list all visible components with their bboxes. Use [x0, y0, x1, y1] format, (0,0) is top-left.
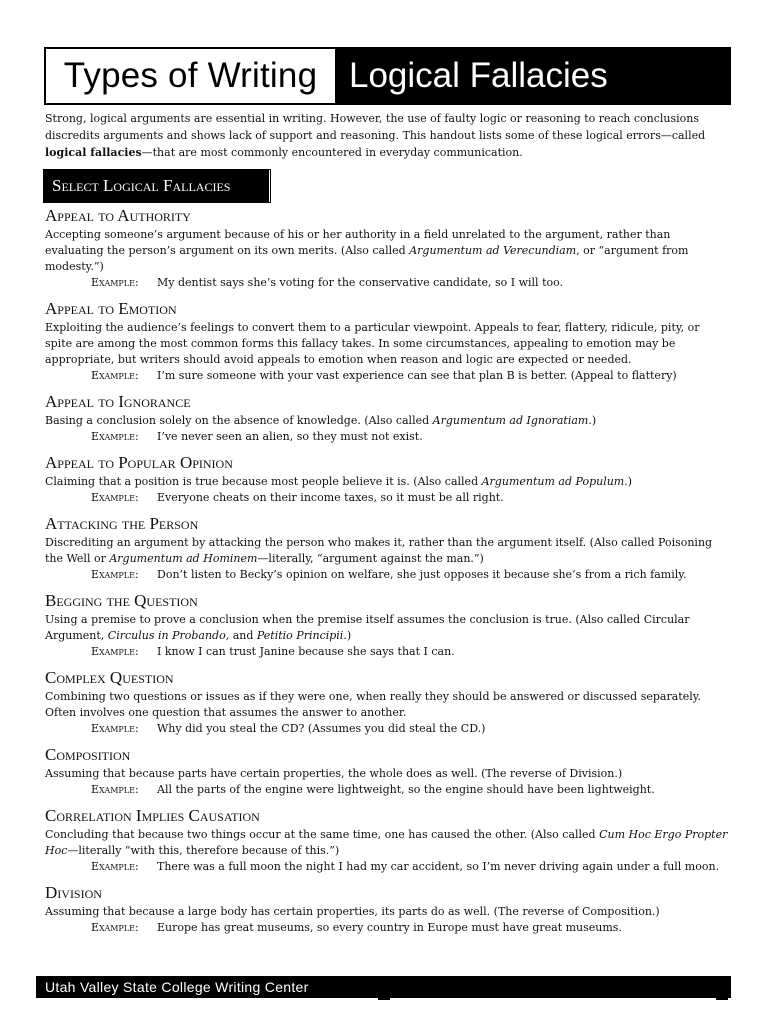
fallacy-title: Division [45, 883, 102, 902]
fallacy-description-text: Assuming that because a large body has certain properties, its parts do as well. (The reverse of Composition.) [45, 905, 660, 918]
intro-bold-term: logical fallacies [45, 146, 142, 159]
fallacy-latin-term: Argumentum ad Verecundiam [409, 244, 577, 257]
fallacy-description [45, 766, 729, 782]
fallacy-example [91, 859, 729, 875]
example-text: Don’t listen to Becky’s opinion on welfare, she just opposes it because she’s from a rich family. [157, 568, 687, 581]
fallacy-description-text: Using a premise to prove a conclusion when the premise itself assumes the conclusion is true. (Also called Circular Argument, [45, 613, 690, 642]
example-label: Example: [91, 276, 139, 289]
fallacy-entry [45, 806, 729, 875]
fallacy-example [91, 782, 729, 798]
example-text: Europe has great museums, so every country in Europe must have great museums. [157, 921, 622, 934]
fallacy-list [45, 206, 729, 944]
header-category-title: Types of Writing [44, 47, 337, 105]
fallacy-description-text: —literally “with this, therefore because of this.”) [67, 844, 340, 857]
fallacy-title: Complex Question [45, 668, 174, 687]
fallacy-example [91, 275, 729, 291]
intro-text-start: Strong, logical arguments are essential in writing. However, the use of faulty logic or reasoning to reach conclusions discredits arguments and shows lack of support and reasoning. This handout lists some of these logical errors—called [45, 112, 706, 142]
example-label: Example: [91, 860, 139, 873]
fallacy-title: Appeal to Authority [45, 206, 191, 225]
fallacy-description [45, 227, 729, 275]
fallacy-description [45, 612, 729, 644]
fallacy-example [91, 644, 729, 660]
example-label: Example: [91, 430, 139, 443]
example-label: Example: [91, 722, 139, 735]
fallacy-description [45, 689, 729, 721]
footer-tick-mark [716, 998, 728, 1000]
fallacy-description-text: , or “argument from modesty.”) [45, 244, 689, 273]
fallacy-entry [45, 206, 729, 291]
fallacy-description-text: Combining two questions or issues as if they were one, when really they should be answered or discussed separately. Often involves one question that assumes the answer to another. [45, 690, 701, 719]
fallacy-example [91, 429, 729, 445]
fallacy-example [91, 920, 729, 936]
intro-paragraph [45, 110, 721, 161]
example-label: Example: [91, 369, 139, 382]
fallacy-latin-term: Argumentum ad Ignoratiam. [432, 414, 592, 427]
example-text: Why did you steal the CD? (Assumes you did steal the CD.) [157, 722, 486, 735]
fallacy-description-text: ) [627, 475, 633, 488]
fallacy-description [45, 474, 729, 490]
fallacy-description-text: ) [346, 629, 352, 642]
example-text: Everyone cheats on their income taxes, so it must be all right. [157, 491, 504, 504]
fallacy-description-text: Accepting someone’s argument because of his or her authority in a field unrelated to the argument, rather than evaluating the person’s argument on its own merits. (Also called [45, 228, 671, 257]
fallacy-latin-term: Cum Hoc Ergo Propter Hoc [45, 828, 728, 857]
example-label: Example: [91, 783, 139, 796]
fallacy-example [91, 490, 729, 506]
fallacy-example [91, 567, 729, 583]
example-label: Example: [91, 568, 139, 581]
footer-label: Utah Valley State College Writing Center [45, 979, 309, 995]
page-footer [36, 976, 731, 998]
fallacy-entry [45, 514, 729, 583]
fallacy-latin-term: Circulus in Probando, [107, 629, 230, 642]
fallacy-latin-term: Argumentum ad Populum. [481, 475, 628, 488]
example-text: I’ve never seen an alien, so they must not exist. [157, 430, 423, 443]
example-label: Example: [91, 921, 139, 934]
fallacy-description-text: Basing a conclusion solely on the absence of knowledge. (Also called [45, 414, 433, 427]
fallacy-description-text: Discrediting an argument by attacking the person who makes it, rather than the argument itself. (Also called Poisoning the Well or [45, 536, 713, 565]
fallacy-latin-term: Argumentum ad Hominem [109, 552, 258, 565]
fallacy-description-text: Claiming that a position is true because most people believe it is. (Also called [45, 475, 482, 488]
example-text: I’m sure someone with your vast experience can see that plan B is better. (Appeal to flattery) [157, 369, 677, 382]
fallacy-latin-term: Petitio Principii. [256, 629, 347, 642]
fallacy-description [45, 827, 729, 859]
fallacy-entry [45, 453, 729, 506]
fallacy-entry [45, 745, 729, 798]
page-header [44, 47, 731, 105]
fallacy-description-text: and [229, 629, 257, 642]
fallacy-description-text: —literally, “argument against the man.”) [257, 552, 484, 565]
fallacy-title: Correlation Implies Causation [45, 806, 260, 825]
example-text: All the parts of the engine were lightweight, so the engine should have been lightweight. [157, 783, 655, 796]
intro-text-end: —that are most commonly encountered in everyday communication. [141, 146, 523, 159]
fallacy-description-text: Concluding that because two things occur at the same time, one has caused the other. (Also called [45, 828, 600, 841]
footer-tick-mark [378, 998, 390, 1000]
fallacy-entry [45, 299, 729, 384]
example-text: My dentist says she’s voting for the conservative candidate, so I will too. [157, 276, 564, 289]
fallacy-description-text: Exploiting the audience’s feelings to convert them to a particular viewpoint. Appeals to fear, flattery, ridicule, pity, or spite are among the most common forms this fallacy takes. In some circumstances, appealing to emotion may be appropriate, but writers should avoid appeals to emotion when reason and logic are expected or needed. [45, 321, 700, 366]
example-label: Example: [91, 645, 139, 658]
fallacy-entry [45, 392, 729, 445]
header-topic-title: Logical Fallacies [337, 47, 731, 105]
fallacy-description-text: Assuming that because parts have certain properties, the whole does as well. (The reverse of Division.) [45, 767, 623, 780]
fallacy-entry [45, 883, 729, 936]
fallacy-entry [45, 668, 729, 737]
fallacy-title: Attacking the Person [45, 514, 199, 533]
fallacy-description-text: ) [591, 414, 597, 427]
fallacy-title: Begging the Question [45, 591, 198, 610]
example-label: Example: [91, 491, 139, 504]
fallacy-description [45, 320, 729, 368]
section-heading: Select Logical Fallacies [44, 170, 270, 202]
fallacy-example [91, 721, 729, 737]
fallacy-description [45, 535, 729, 567]
fallacy-title: Composition [45, 745, 131, 764]
fallacy-description [45, 904, 729, 920]
fallacy-title: Appeal to Ignorance [45, 392, 191, 411]
fallacy-example [91, 368, 729, 384]
fallacy-entry [45, 591, 729, 660]
fallacy-title: Appeal to Popular Opinion [45, 453, 233, 472]
fallacy-description [45, 413, 729, 429]
example-text: There was a full moon the night I had my car accident, so I’m never driving again under a full moon. [157, 860, 720, 873]
example-text: I know I can trust Janine because she says that I can. [157, 645, 455, 658]
fallacy-title: Appeal to Emotion [45, 299, 177, 318]
